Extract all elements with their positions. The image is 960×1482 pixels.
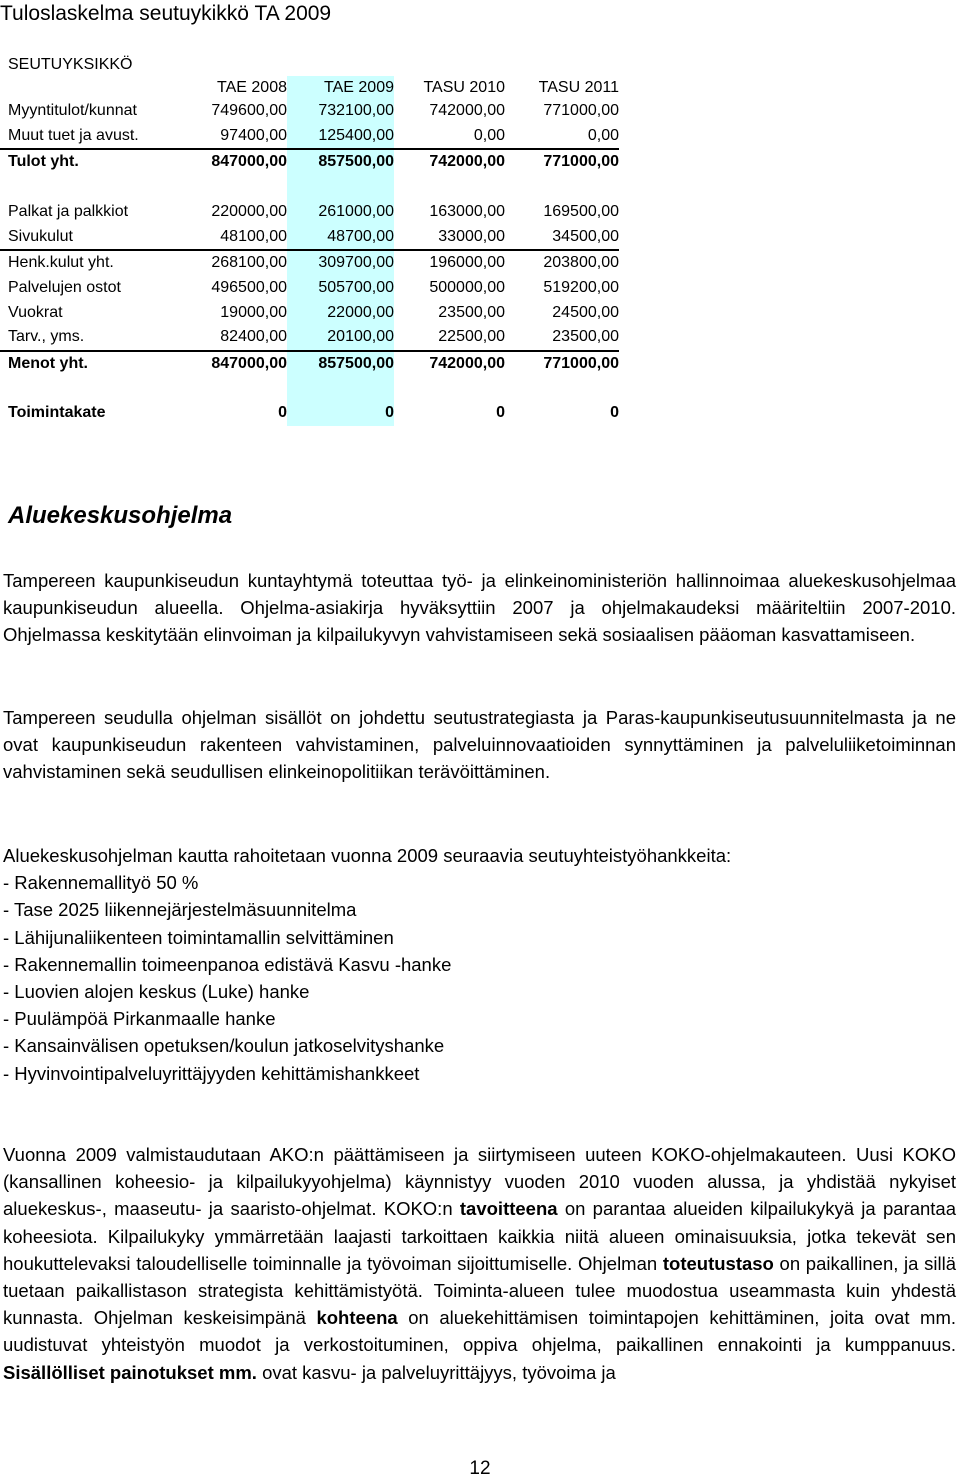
table-cell: 732100,00 — [287, 99, 394, 124]
list-item: - Hyvinvointipalveluyrittäjyyden kehittämishankkeet — [3, 1062, 420, 1084]
table-cell: 857500,00 — [287, 149, 394, 175]
table-cell: 519200,00 — [543, 278, 619, 296]
table-cell: 0,00 — [505, 124, 619, 150]
table-cell: 749600,00 — [211, 102, 287, 119]
table-header-row — [0, 76, 619, 99]
row-label: Tarv., yms. — [0, 325, 184, 351]
column-header: TASU 2011 — [538, 79, 619, 96]
text-run: Vuonna 2009 valmistaudutaan AKO:n päättämiseen ja siirtymiseen uuteen KOKO-ohjelmakauteen. Uusi KOKO (kansallinen koheesio- ja kilpailukyyohjelma) käynnistyy vuoden 2010 vuoden alussa, ja yhdistää nykyiset aluekeskus-, maaseutu- ja saaristo-ohjelmat. KOKO:n — [3, 1144, 956, 1220]
text-run: on parantaa alueiden kilpailukykyä ja parantaa koheesiota. Kilpailukyky ymmärretään laajasti tarkoittaen kaikkia niitä alueen ominaisuuksia, jotka tekevät sen houkuttelevaksi taloudelliselle toiminnalle ja työvoiman sijoittumiselle. Ohjelman — [3, 1198, 957, 1274]
text-run: on paikallinen, ja sillä tuetaan paikallistason strategista kehittämistyötä. Toiminta-alueen tulee muodostua useammasta kuin yhdestä kunnasta. Ohjelman keskeisimpänä — [3, 1252, 957, 1329]
project-list — [3, 869, 956, 1087]
row-label: Menot yht. — [8, 355, 88, 373]
row-label: Tulot yht. — [8, 153, 79, 171]
table-cell: 771000,00 — [543, 153, 619, 171]
table-cell: 0,00 — [394, 124, 505, 150]
table-cell: 82400,00 — [184, 325, 287, 351]
row-label: Toimintakate — [8, 404, 106, 422]
table-cell: 742000,00 — [429, 355, 505, 373]
page-title: Tuloslaskelma seutuykikkö TA 2009 — [0, 2, 332, 25]
table-cell: 220000,00 — [211, 202, 287, 220]
bold-term: tavoitteena — [459, 1198, 558, 1220]
table-cell: 742000,00 — [429, 153, 505, 171]
row-label: Muut tuet ja avust. — [0, 124, 184, 150]
paragraph — [3, 1141, 956, 1386]
budget-table — [0, 76, 619, 426]
bold-term: kohteena — [316, 1307, 398, 1329]
table-cell: 163000,00 — [429, 202, 505, 220]
table-cell: 20100,00 — [287, 325, 394, 351]
table-cell: 0 — [287, 401, 394, 426]
row-label: Palvelujen ostot — [8, 278, 121, 296]
table-cell: 771000,00 — [543, 355, 619, 373]
table-cell: 742000,00 — [429, 102, 505, 119]
table-cell: 0 — [278, 404, 287, 422]
table-row — [0, 124, 619, 150]
table-cell: 196000,00 — [429, 254, 505, 272]
table-cell: 33000,00 — [394, 225, 505, 251]
spacer-row — [0, 377, 619, 402]
table-row — [0, 225, 619, 251]
table-row — [0, 200, 619, 225]
table-cell: 500000,00 — [429, 278, 505, 296]
list-item: - Kansainvälisen opetuksen/koulun jatkoselvityshanke — [3, 1035, 445, 1057]
table-cell: 203800,00 — [543, 254, 619, 272]
paragraph-block — [3, 567, 956, 649]
list-intro: Aluekeskusohjelman kautta rahoitetaan vuonna 2009 seuraavia seutuyhteistyöhankkeita: — [3, 845, 732, 866]
table-cell: 847000,00 — [211, 355, 287, 373]
table-row — [0, 149, 619, 175]
text-run: on aluekehittämisen toimintapojen kehittäminen, joita ovat mm. uudistuvat yhteistyön muodot ja verkostoituminen, oppiva ohjelma, paikallinen ennakointi ja kumppanuus. — [3, 1307, 956, 1356]
table-cell: 505700,00 — [287, 276, 394, 301]
table-cell: 48100,00 — [184, 225, 287, 251]
table-row — [0, 401, 619, 426]
table-cell: 34500,00 — [505, 225, 619, 251]
table-cell: 22000,00 — [287, 301, 394, 326]
table-row — [0, 325, 619, 351]
table-cell: 0 — [610, 404, 619, 422]
text-run: ovat kasvu- ja palveluyrittäjyys, työvoima ja — [256, 1361, 616, 1383]
page-number: 12 — [469, 1458, 491, 1479]
row-label: Myyntitulot/kunnat — [8, 102, 137, 119]
table-row — [0, 276, 619, 301]
table-row — [0, 250, 619, 276]
table-row — [0, 99, 619, 124]
table-cell: 0 — [496, 404, 505, 422]
project-list-block — [3, 842, 956, 1087]
table-cell: 261000,00 — [287, 200, 394, 225]
paragraph: Tampereen seudulla ohjelman sisällöt on johdettu seutustrategiasta ja Paras-kaupunkiseutusuunnitelmasta ja ne ovat kaupunkiseudun rakenteen vahvistaminen, palveluinnovaatioiden synnyttäminen ja palveluliiketoiminnan vahvistaminen sekä seudullisen elinkeinopolitiikan terävöittäminen. — [3, 707, 956, 783]
table-cell: 48700,00 — [287, 225, 394, 251]
row-label: Henk.kulut yht. — [8, 254, 114, 272]
bold-term: Sisällölliset painotukset mm. — [3, 1361, 257, 1383]
table-cell: 97400,00 — [184, 124, 287, 150]
table-cell: 496500,00 — [211, 278, 287, 296]
list-item: - Lähijunaliikenteen toimintamallin selvittäminen — [3, 926, 394, 948]
spacer-row — [0, 175, 619, 200]
row-label: Vuokrat — [8, 303, 63, 321]
bold-term: toteutustaso — [662, 1252, 774, 1274]
column-header: TASU 2010 — [423, 79, 505, 96]
table-cell: 24500,00 — [552, 303, 619, 321]
table-cell: 857500,00 — [287, 351, 394, 377]
table-cell: 847000,00 — [211, 153, 287, 171]
table-cell: 23500,00 — [505, 325, 619, 351]
table-cell: 771000,00 — [543, 102, 619, 119]
list-item: - Rakennemallityö 50 % — [3, 872, 199, 894]
column-header: TAE 2008 — [217, 79, 287, 96]
list-item: - Luovien alojen keskus (Luke) hanke — [3, 981, 310, 1003]
list-item: - Tase 2025 liikennejärjestelmäsuunnitelma — [3, 899, 357, 921]
column-header: TAE 2009 — [287, 76, 394, 99]
paragraph-block — [3, 1141, 956, 1386]
section-heading: Aluekeskusohjelma — [8, 502, 233, 529]
row-label: Palkat ja palkkiot — [8, 202, 129, 220]
paragraph-block — [3, 704, 956, 786]
list-item: - Rakennemallin toimeenpanoa edistävä Kasvu -hanke — [3, 953, 452, 975]
table-cell: 19000,00 — [220, 303, 287, 321]
list-item: - Puulämpöä Pirkanmaalle hanke — [3, 1008, 276, 1030]
unit-label: SEUTUYKSIKKÖ — [8, 56, 133, 73]
table-cell: 169500,00 — [543, 202, 619, 220]
paragraph: Tampereen kaupunkiseudun kuntayhtymä toteuttaa työ- ja elinkeinoministeriön hallinnoimaa aluekeskusohjelmaa kaupunkiseudun alueella. Ohjelma-asiakirja hyväksyttiin 2007 ja ohjelmakaudeksi määriteltiin 2007-2010. Ohjelmassa keskitytään elinvoiman ja kilpailukyvyn vahvistamiseen sekä sosiaalisen pääoman kasvattamiseen. — [3, 570, 956, 646]
table-row — [0, 301, 619, 326]
table-cell: 23500,00 — [438, 303, 505, 321]
table-cell: 125400,00 — [287, 124, 394, 150]
table-cell: 22500,00 — [394, 325, 505, 351]
row-label: Sivukulut — [0, 225, 184, 251]
table-cell: 309700,00 — [287, 250, 394, 276]
table-row — [0, 351, 619, 377]
table-cell: 268100,00 — [211, 254, 287, 272]
